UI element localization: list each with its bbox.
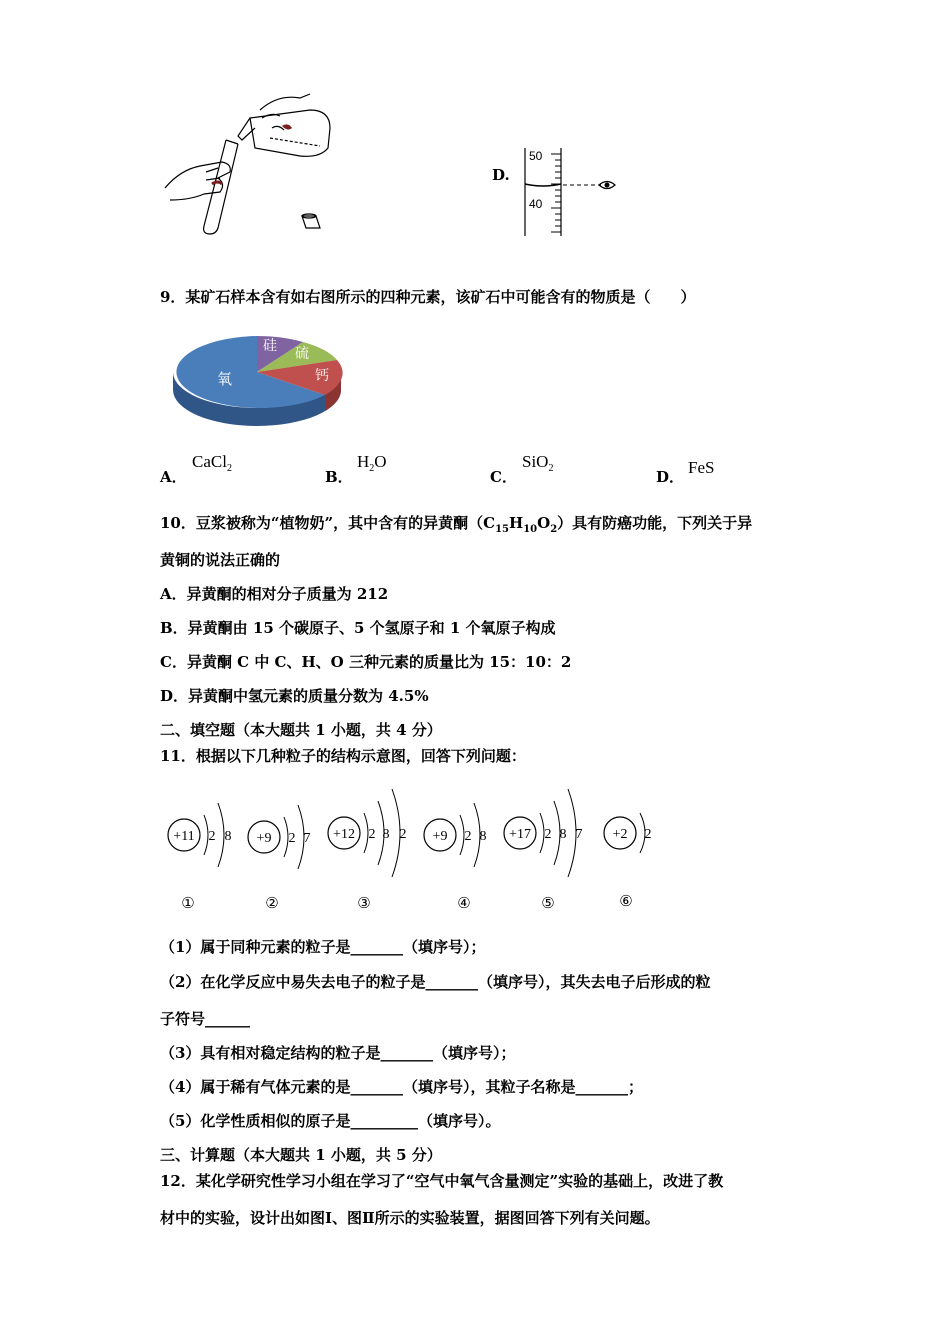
pie-label-oxygen: 氧	[217, 370, 233, 388]
svg-text:2: 2	[208, 829, 216, 844]
q12-line2: 材中的实验，设计出如图Ⅰ、图Ⅱ所示的实验装置，据图回答下列有关问题。	[160, 1209, 660, 1227]
svg-text:②: ②	[265, 894, 279, 912]
pie-label-sulfur: 硫	[295, 346, 309, 362]
eye-icon	[599, 182, 615, 189]
svg-text:2: 2	[644, 827, 652, 842]
svg-text:2: 2	[288, 831, 296, 846]
particle-3	[328, 789, 407, 912]
pouring-liquid-illustration	[160, 88, 340, 238]
q11-sub3: （3）具有相对稳定结构的粒子是_______（填序号）；	[160, 1044, 516, 1062]
pie-label-calcium: 钙	[315, 368, 329, 384]
pie-label-silicon: 硅	[263, 338, 277, 354]
svg-text:+9: +9	[256, 831, 272, 846]
q11-sub1: （1）属于同种元素的粒子是_______（填序号）；	[160, 938, 486, 956]
svg-text:①: ①	[181, 894, 195, 912]
particle-4	[424, 803, 487, 912]
svg-text:⑤: ⑤	[541, 894, 555, 912]
particle-6	[604, 813, 652, 910]
q9-stem: 9．某矿石样本含有如右图所示的四种元素，该矿石中可能含有的物质是（ ）	[160, 288, 696, 306]
svg-text:8: 8	[479, 829, 487, 844]
q11-sub5: （5）化学性质相似的原子是_________（填序号）。	[160, 1112, 501, 1130]
graduated-cylinder-reading	[515, 144, 625, 240]
q10-option-a: A．异黄酮的相对分子质量为 212	[160, 585, 389, 603]
q11-sub2-cont: 子符号______	[160, 1010, 251, 1028]
q11-sub4: （4）属于稀有气体元素的是_______（填序号），其粒子名称是_______；	[160, 1078, 643, 1096]
svg-text:+2: +2	[612, 827, 628, 842]
q12-line1: 12．某化学研究性学习小组在学习了“空气中氧气含量测定”实验的基础上，改进了教	[160, 1172, 724, 1190]
particle-2	[248, 805, 311, 912]
svg-text:③: ③	[357, 894, 371, 912]
svg-text:⑥: ⑥	[619, 892, 633, 910]
section-2-heading: 二、填空题（本大题共 1 小题，共 4 分）	[160, 721, 442, 739]
svg-text:7: 7	[303, 831, 311, 846]
element-pie-chart	[165, 322, 350, 434]
svg-text:+12: +12	[333, 827, 355, 842]
cylinder-tick-50: 50	[529, 149, 543, 163]
q10-option-d: D．异黄酮中氢元素的质量分数为 4.5%	[160, 687, 429, 705]
q10-stem-line2: 黄铜的说法正确的	[160, 551, 281, 569]
svg-text:+17: +17	[509, 827, 531, 842]
q10-option-c: C．异黄酮 C 中 C、H、O 三种元素的质量比为 15：10：2	[160, 653, 572, 671]
svg-text:7: 7	[575, 827, 583, 842]
svg-text:2: 2	[399, 827, 407, 842]
q10-option-b: B．异黄酮由 15 个碳原子、5 个氢原子和 1 个氧原子构成	[160, 619, 556, 637]
svg-text:2: 2	[464, 829, 472, 844]
q8-option-d-label: D.	[492, 166, 510, 184]
svg-text:8: 8	[382, 827, 390, 842]
svg-text:+9: +9	[432, 829, 448, 844]
particle-5	[504, 789, 583, 912]
svg-text:2: 2	[544, 827, 552, 842]
section-3-heading: 三、计算题（本大题共 1 小题，共 5 分）	[160, 1146, 442, 1164]
svg-text:④: ④	[457, 894, 471, 912]
q11-sub2: （2）在化学反应中易失去电子的粒子是_______（填序号），其失去电子后形成的粒	[160, 973, 711, 991]
svg-text:8: 8	[224, 829, 232, 844]
atomic-structure-diagrams	[160, 778, 670, 918]
q10-stem-line1: 10．豆浆被称为“植物奶”，其中含有的异黄酮$(C_{15}H_{10}O_2)$具有防癌功能，下列关于异	[160, 514, 753, 535]
particle-1	[168, 803, 232, 912]
q11-stem: 11．根据以下几种粒子的结构示意图，回答下列问题：	[160, 747, 526, 765]
svg-text:8: 8	[559, 827, 567, 842]
svg-text:2: 2	[368, 827, 376, 842]
svg-text:+11: +11	[173, 829, 195, 844]
cylinder-tick-40: 40	[529, 197, 543, 211]
